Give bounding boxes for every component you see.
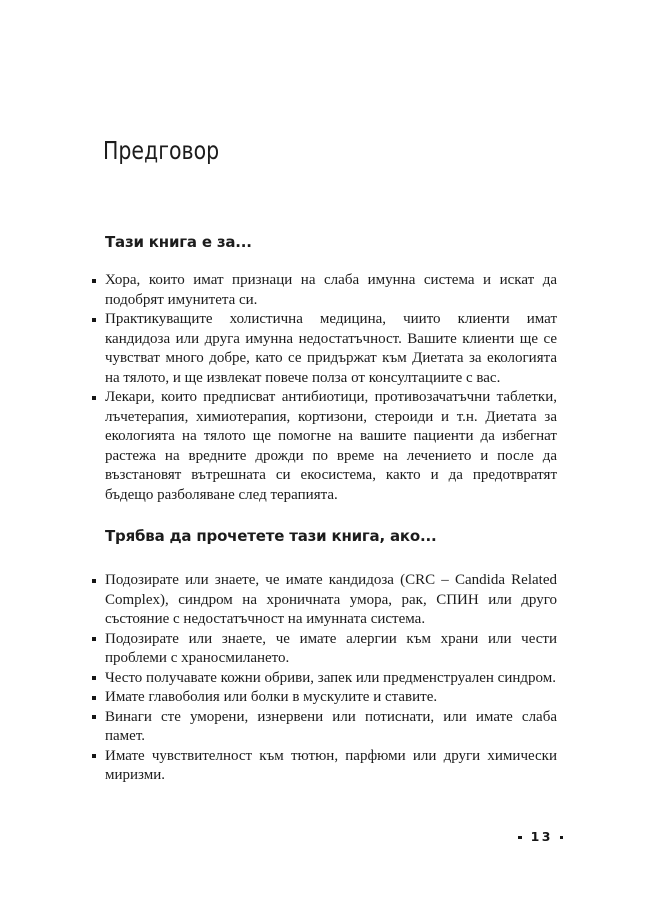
section-heading-this-book-is-for: Тази книга е за... xyxy=(105,233,252,251)
section-heading-should-read-if: Трябва да прочетете тази книга, ако... xyxy=(105,527,437,545)
list-item-text: Хора, които имат признаци на слаба имунна система и искат да подобрят имунитета си. xyxy=(105,272,557,308)
footer-dot-icon xyxy=(518,836,522,840)
list-item xyxy=(92,708,557,747)
list-item-text: Лекари, които предписват антибиотици, противозачатъчни таблетки, лъчетерапия, химиотерапия, кортизони, стероиди и т.н. Диетата за екологията на тялото ще помогне на вашите пациенти да избегнат растежа на вредните дрожди по време на лечението и после да възстановят вътрешната си екосистема, както и да предотвратят бъдещо разболяване след терапията. xyxy=(105,389,557,503)
list-item-text: Подозирате или знаете, че имате алергии към храни или чести проблеми с храносмилането. xyxy=(105,630,557,666)
list-item-text: Винаги сте уморени, изнервени или потиснати, или имате слаба памет. xyxy=(105,708,557,744)
bullet-square-icon xyxy=(92,696,96,700)
bullet-square-icon xyxy=(92,318,96,322)
list-item xyxy=(92,669,557,689)
bullet-square-icon xyxy=(92,754,96,758)
list-item-text: Имате главоболия или болки в мускулите и ставите. xyxy=(105,689,438,705)
list-item-text: Често получавате кожни обриви, запек или предменструален синдром. xyxy=(105,669,556,686)
footer-dot-icon xyxy=(560,836,564,840)
list-item xyxy=(92,571,557,630)
bullet-list-audience xyxy=(92,271,557,505)
list-item xyxy=(92,271,557,310)
page-footer xyxy=(518,831,563,844)
bullet-square-icon xyxy=(92,279,96,283)
list-item xyxy=(92,747,557,786)
list-item xyxy=(92,688,557,708)
bullet-list-symptoms xyxy=(92,571,557,786)
list-item xyxy=(92,310,557,388)
page-number: 13 xyxy=(530,829,553,844)
bullet-square-icon xyxy=(92,676,96,680)
list-item xyxy=(92,388,557,505)
list-item-text: Подозирате или знаете, че имате кандидоза (CRC – Candida Related Complex), синдром на хроничната умора, рак, СПИН или друго състояние с недостатъчност на имунната система. xyxy=(105,572,557,627)
bullet-square-icon xyxy=(92,579,96,583)
bullet-square-icon xyxy=(92,637,96,641)
list-item-text: Практикуващите холистична медицина, чиито клиенти имат кандидоза или друга имунна недостатъчност. Вашите клиенти ще се чувстват много добре, като се придържат към Диетата за екологията на тялото, и ще извлекат повече полза от консултациите с вас. xyxy=(105,311,557,386)
chapter-title: Предговор xyxy=(103,136,220,165)
list-item-text: Имате чувствителност към тютюн, парфюми или други химически миризми. xyxy=(105,747,557,783)
list-item xyxy=(92,630,557,669)
bullet-square-icon xyxy=(92,715,96,719)
bullet-square-icon xyxy=(92,396,96,400)
